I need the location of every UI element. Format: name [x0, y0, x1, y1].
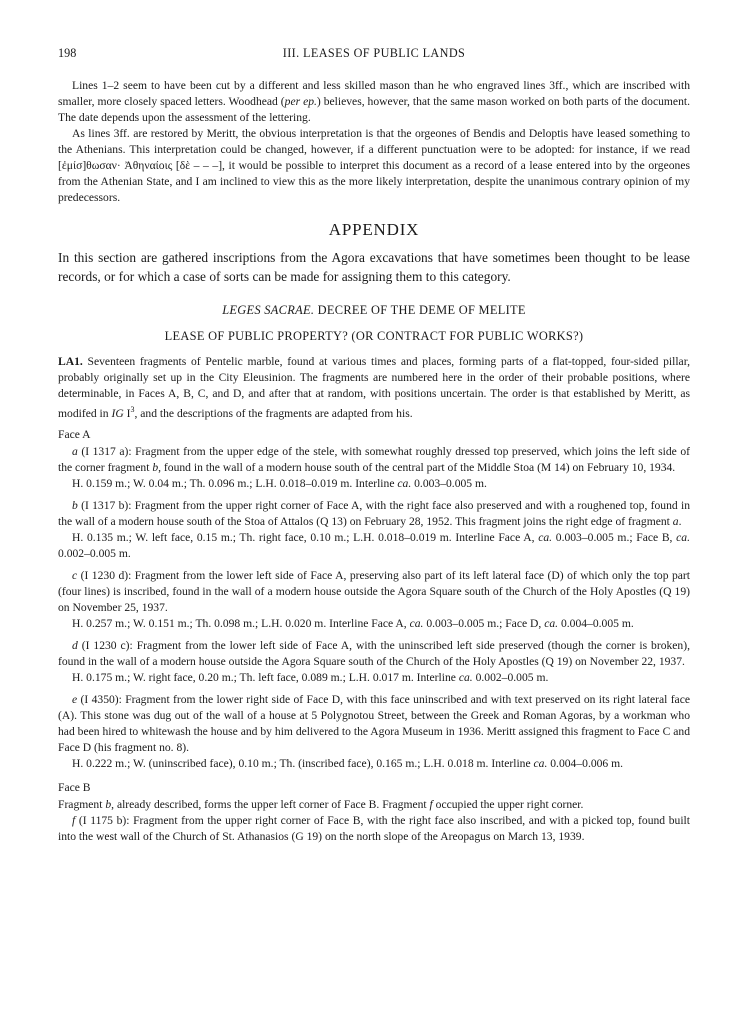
text-run: ) believes, however, that the same mason worked on both parts of the document. The date depends upon the assessment of the lettering. [58, 95, 690, 124]
running-title: III. LEASES OF PUBLIC LANDS [282, 46, 466, 60]
face-b-label: Face B [58, 780, 91, 794]
fragment-b [58, 498, 690, 530]
italic-run: IG [111, 406, 124, 420]
fragment-f [58, 813, 690, 845]
text-run: (I 4350): Fragment from the lower right side of Face D, with this face uninscribed and with text preserved on its right lateral face (A). This stone was dug out of the wall of a house at 5 Polygnotou Street, between the Greek and Roman Agoras, by a workman who had been hired to whitewash the house and by him delivered to the Agora Museum in 1936. Meritt assigned this fragment to Face C and Face D (his fragment no. 8). [58, 692, 690, 754]
fragment-measurements: H. 0.257 m.; W. 0.151 m.; Th. 0.098 m.; L.H. 0.020 m. Interline Face A, ca. 0.003–0.005 m.; Face D, ca. 0.004–0.005 m. [72, 616, 634, 630]
fragment-d [58, 638, 690, 670]
fragment-letter: e [72, 692, 78, 706]
entry-label: LA1. [58, 355, 83, 368]
page-body [58, 78, 690, 845]
fragment-letter: d [72, 638, 78, 652]
text-run: (I 1175 b): Fragment from the upper right corner of Face B, with the right face also inscribed, and with a picked top, found built into the west wall of the Church of St. Athanasios (G 19) on the north slope of the Areopagus on March 13, 1939. [58, 813, 690, 843]
text-run: Fragment [58, 797, 106, 811]
fragment-letter: f [72, 813, 76, 827]
subtitle-italic: LEGES SACRAE. [222, 303, 315, 317]
superscript: 3 [130, 405, 135, 414]
commentary-paragraph-2 [58, 126, 690, 206]
text-run: As lines 3ff. are restored by Meritt, the obvious interpretation is that the orgeones of Bendis and Deloptis have leased something to the Athenians. This interpretation could be changed, however, if a different punctuation were to be adopted: for instance, if we read [ἐμίσ]θωσαν· Ἀθηναίοις [δὲ – – –], it would be possible to interpret this document as a record of a lease entered into by the orgeones from the Athenian State, and I am inclined to view this as the more likely interpretation, despite the unanimous contrary opinion of my predecessors. [58, 127, 690, 204]
text-run: Seventeen fragments of Pentelic marble, found at various times and places, forming parts of a flat-topped, four-sided pillar, probably originally set up in the City Eleusinion. The fragments are numbered here in the order of their probable positions, where determinable, in Faces A, B, C, and D, and after that at random, with positions uncertain. The order is that established by Meritt, as modifed in [58, 355, 690, 420]
italic-run: f [429, 797, 433, 811]
fragment-c [58, 568, 690, 616]
page-header [58, 46, 690, 64]
fragment-e [58, 692, 690, 756]
italic-run: b [152, 460, 159, 474]
italic-run: b [105, 797, 112, 811]
section-subtitle [58, 302, 690, 318]
fragment-measurements: H. 0.175 m.; W. right face, 0.20 m.; Th. left face, 0.089 m.; L.H. 0.017 m. Interline ca. 0.002–0.005 m. [72, 670, 549, 684]
text-run: (I 1317 a): Fragment from the upper edge of the stele, with somewhat roughly dressed top preserved, which joins the left side of the corner fragment [58, 444, 690, 474]
face-a-label: Face A [58, 427, 91, 441]
entry-la1 [58, 354, 690, 422]
text-run: (I 1317 b): Fragment from the upper right corner of Face A, with the right face also preserved and with a roughened top, found in the wall of a modern house south of the Stoa of Attalos (Q 13) on February 28, 1952. This fragment joins the right edge of fragment [58, 498, 690, 528]
appendix-heading: APPENDIX [328, 220, 420, 239]
section-subtitle-2: LEASE OF PUBLIC PROPERTY? (OR CONTRACT FOR PUBLIC WORKS?) [164, 329, 584, 343]
fragment-measurements: H. 0.159 m.; W. 0.04 m.; Th. 0.096 m.; L.H. 0.018–0.019 m. Interline ca. 0.003–0.005 m. [72, 476, 487, 490]
fragment-letter: c [72, 568, 78, 582]
fragment-letter: a [72, 444, 78, 458]
text-run: (I 1230 d): Fragment from the lower left side of Face A, preserving also part of its left lateral face (D) of which only the top part (four lines) is inscribed, found in the wall of a modern house outside the Agora Square south of the Church of the Holy Apostles (Q 19) on November 25, 1937. [58, 568, 690, 614]
text-run: . [678, 514, 682, 528]
fragment-measurements: H. 0.222 m.; W. (uninscribed face), 0.10 m.; Th. (inscribed face), 0.165 m.; L.H. 0.018 m. Interline ca. 0.004–0.006 m. [72, 756, 624, 770]
appendix-intro: In this section are gathered inscriptions from the Agora excavations that have sometimes been thought to be lease records, or for which a case of sorts can be made for assigning them to this category. [58, 250, 690, 284]
text-run: , and the descriptions of the fragments are adapted from his. [134, 406, 413, 420]
face-b-intro [58, 797, 690, 813]
fragment-letter: b [72, 498, 78, 512]
text-run: Lines 1–2 seem to have been cut by a different and less skilled mason than he who engraved lines 3ff., which are inscribed with smaller, more closely spaced letters. Woodhead ( [58, 79, 690, 108]
text-run: , found in the wall of a modern house south of the central part of the Middle Stoa (M 14) on February 10, 1934. [158, 460, 676, 474]
text-run: occupied the upper right corner. [432, 797, 584, 811]
text-run: , already described, forms the upper left corner of Face B. Fragment [111, 797, 430, 811]
subtitle-rest: DECREE OF THE DEME OF MELITE [314, 303, 526, 317]
italic-run: a [672, 514, 679, 528]
italic-run: per ep. [284, 95, 317, 108]
text-run: (I 1230 c): Fragment from the lower left side of Face A, with the uninscribed left side preserved (though the corner is broken), found in the wall of a modern house outside the Agora Square south of the Church of the Holy Apostles (Q 19) on November 22, 1937. [58, 638, 690, 668]
fragment-measurements: H. 0.135 m.; W. left face, 0.15 m.; Th. right face, 0.10 m.; L.H. 0.018–0.019 m. Interline Face A, ca. 0.003–0.005 m.; Face B, ca. 0.002–0.005 m. [58, 530, 690, 560]
face-a-fragments [58, 444, 690, 772]
text-run: I [123, 406, 131, 420]
fragment-a [58, 444, 690, 476]
commentary-paragraph-1 [58, 78, 690, 126]
page-number: 198 [58, 46, 77, 60]
